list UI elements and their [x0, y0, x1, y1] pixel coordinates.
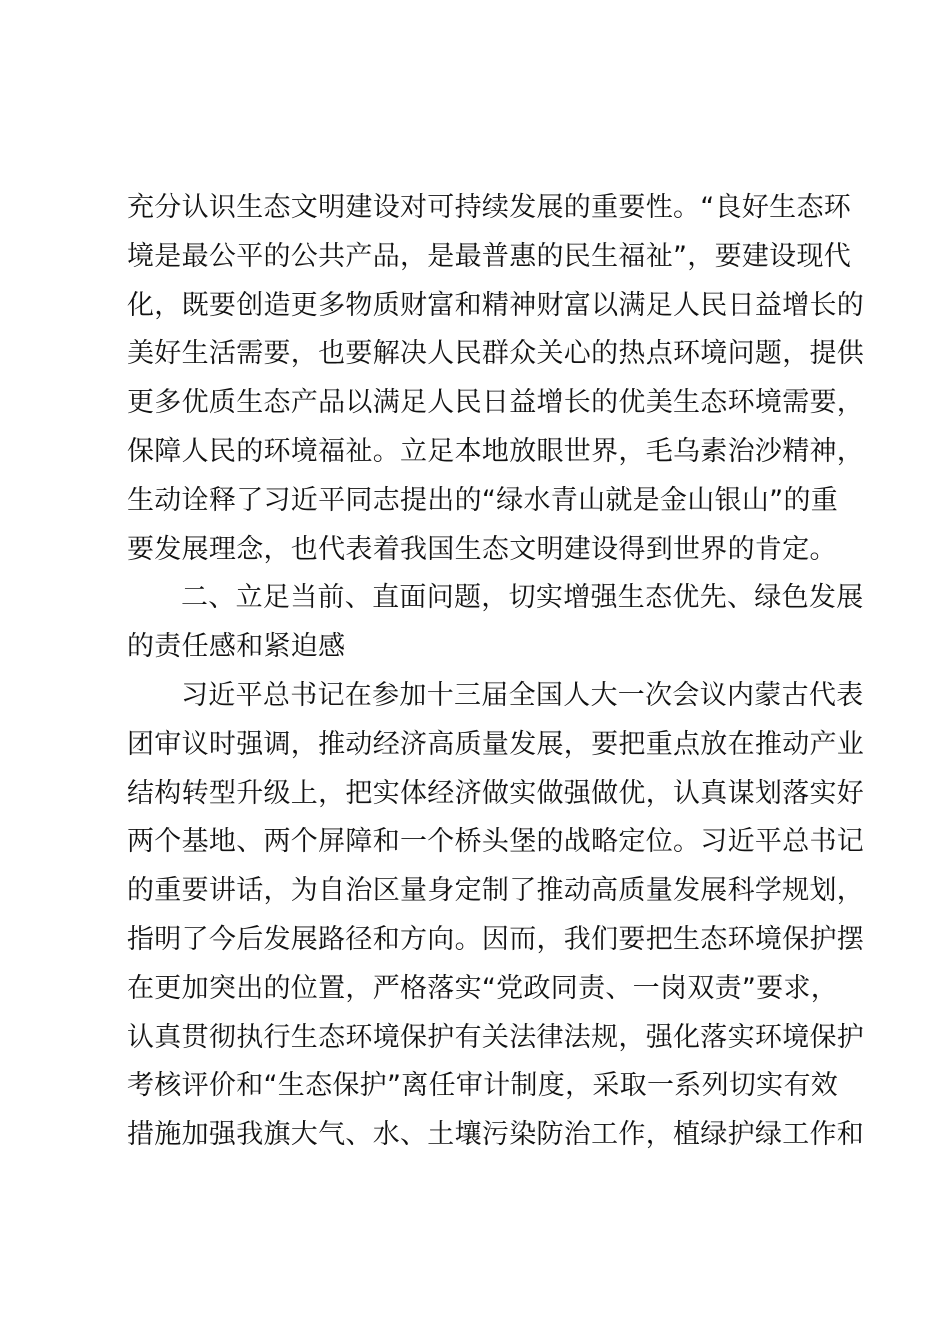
- paragraph-line: 境是最公平的公共产品，是最普惠的民生福祉”，要建设现代: [127, 240, 852, 272]
- paragraph-line: 生动诠释了习近平同志提出的“绿水青山就是金山银山”的重: [127, 484, 839, 516]
- document-body: [127, 184, 865, 1160]
- paragraph-line: 指明了今后发展路径和方向。因而，我们要把生态环境保护摆: [127, 923, 865, 955]
- paragraph-line: 习近平总书记在参加十三届全国人大一次会议内蒙古代表: [181, 679, 864, 711]
- paragraph-line: 的重要讲话，为自治区量身定制了推动高质量发展科学规划，: [127, 875, 865, 907]
- paragraph-line: 两个基地、两个屏障和一个桥头堡的战略定位。习近平总书记: [127, 826, 865, 858]
- paragraph-line: 要发展理念，也代表着我国生态文明建设得到世界的肯定。: [127, 533, 837, 565]
- paragraph-line: 充分认识生态文明建设对可持续发展的重要性。“良好生态环: [127, 192, 852, 223]
- paragraph-line: 认真贯彻执行生态环境保护有关法律法规，强化落实环境保护: [127, 1021, 865, 1053]
- section-heading: 的责任感和紧迫感: [127, 631, 346, 663]
- paragraph-line: 在更加突出的位置，严格落实“党政同责、一岗双责”要求，: [127, 972, 839, 1004]
- paragraph-line: 措施加强我旗大气、水、土壤污染防治工作，植绿护绿工作和: [127, 1119, 865, 1151]
- paragraph-line: 美好生活需要，也要解决人民群众关心的热点环境问题，提供: [127, 338, 865, 370]
- paragraph-line: 考核评价和“生态保护”离任审计制度，采取一系列切实有效: [127, 1070, 839, 1102]
- section-heading: 二、立足当前、直面问题，切实增强生态优先、绿色发展: [181, 582, 864, 614]
- paragraph-line: 保障人民的环境福祉。立足本地放眼世界，毛乌素治沙精神，: [127, 435, 865, 467]
- paragraph-line: 团审议时强调，推动经济高质量发展，要把重点放在推动产业: [127, 728, 865, 760]
- paragraph-line: 更多优质生态产品以满足人民日益增长的优美生态环境需要，: [127, 387, 865, 419]
- paragraph-line: 结构转型升级上，把实体经济做实做强做优，认真谋划落实好: [127, 777, 865, 809]
- paragraph-line: 化，既要创造更多物质财富和精神财富以满足人民日益增长的: [127, 289, 865, 321]
